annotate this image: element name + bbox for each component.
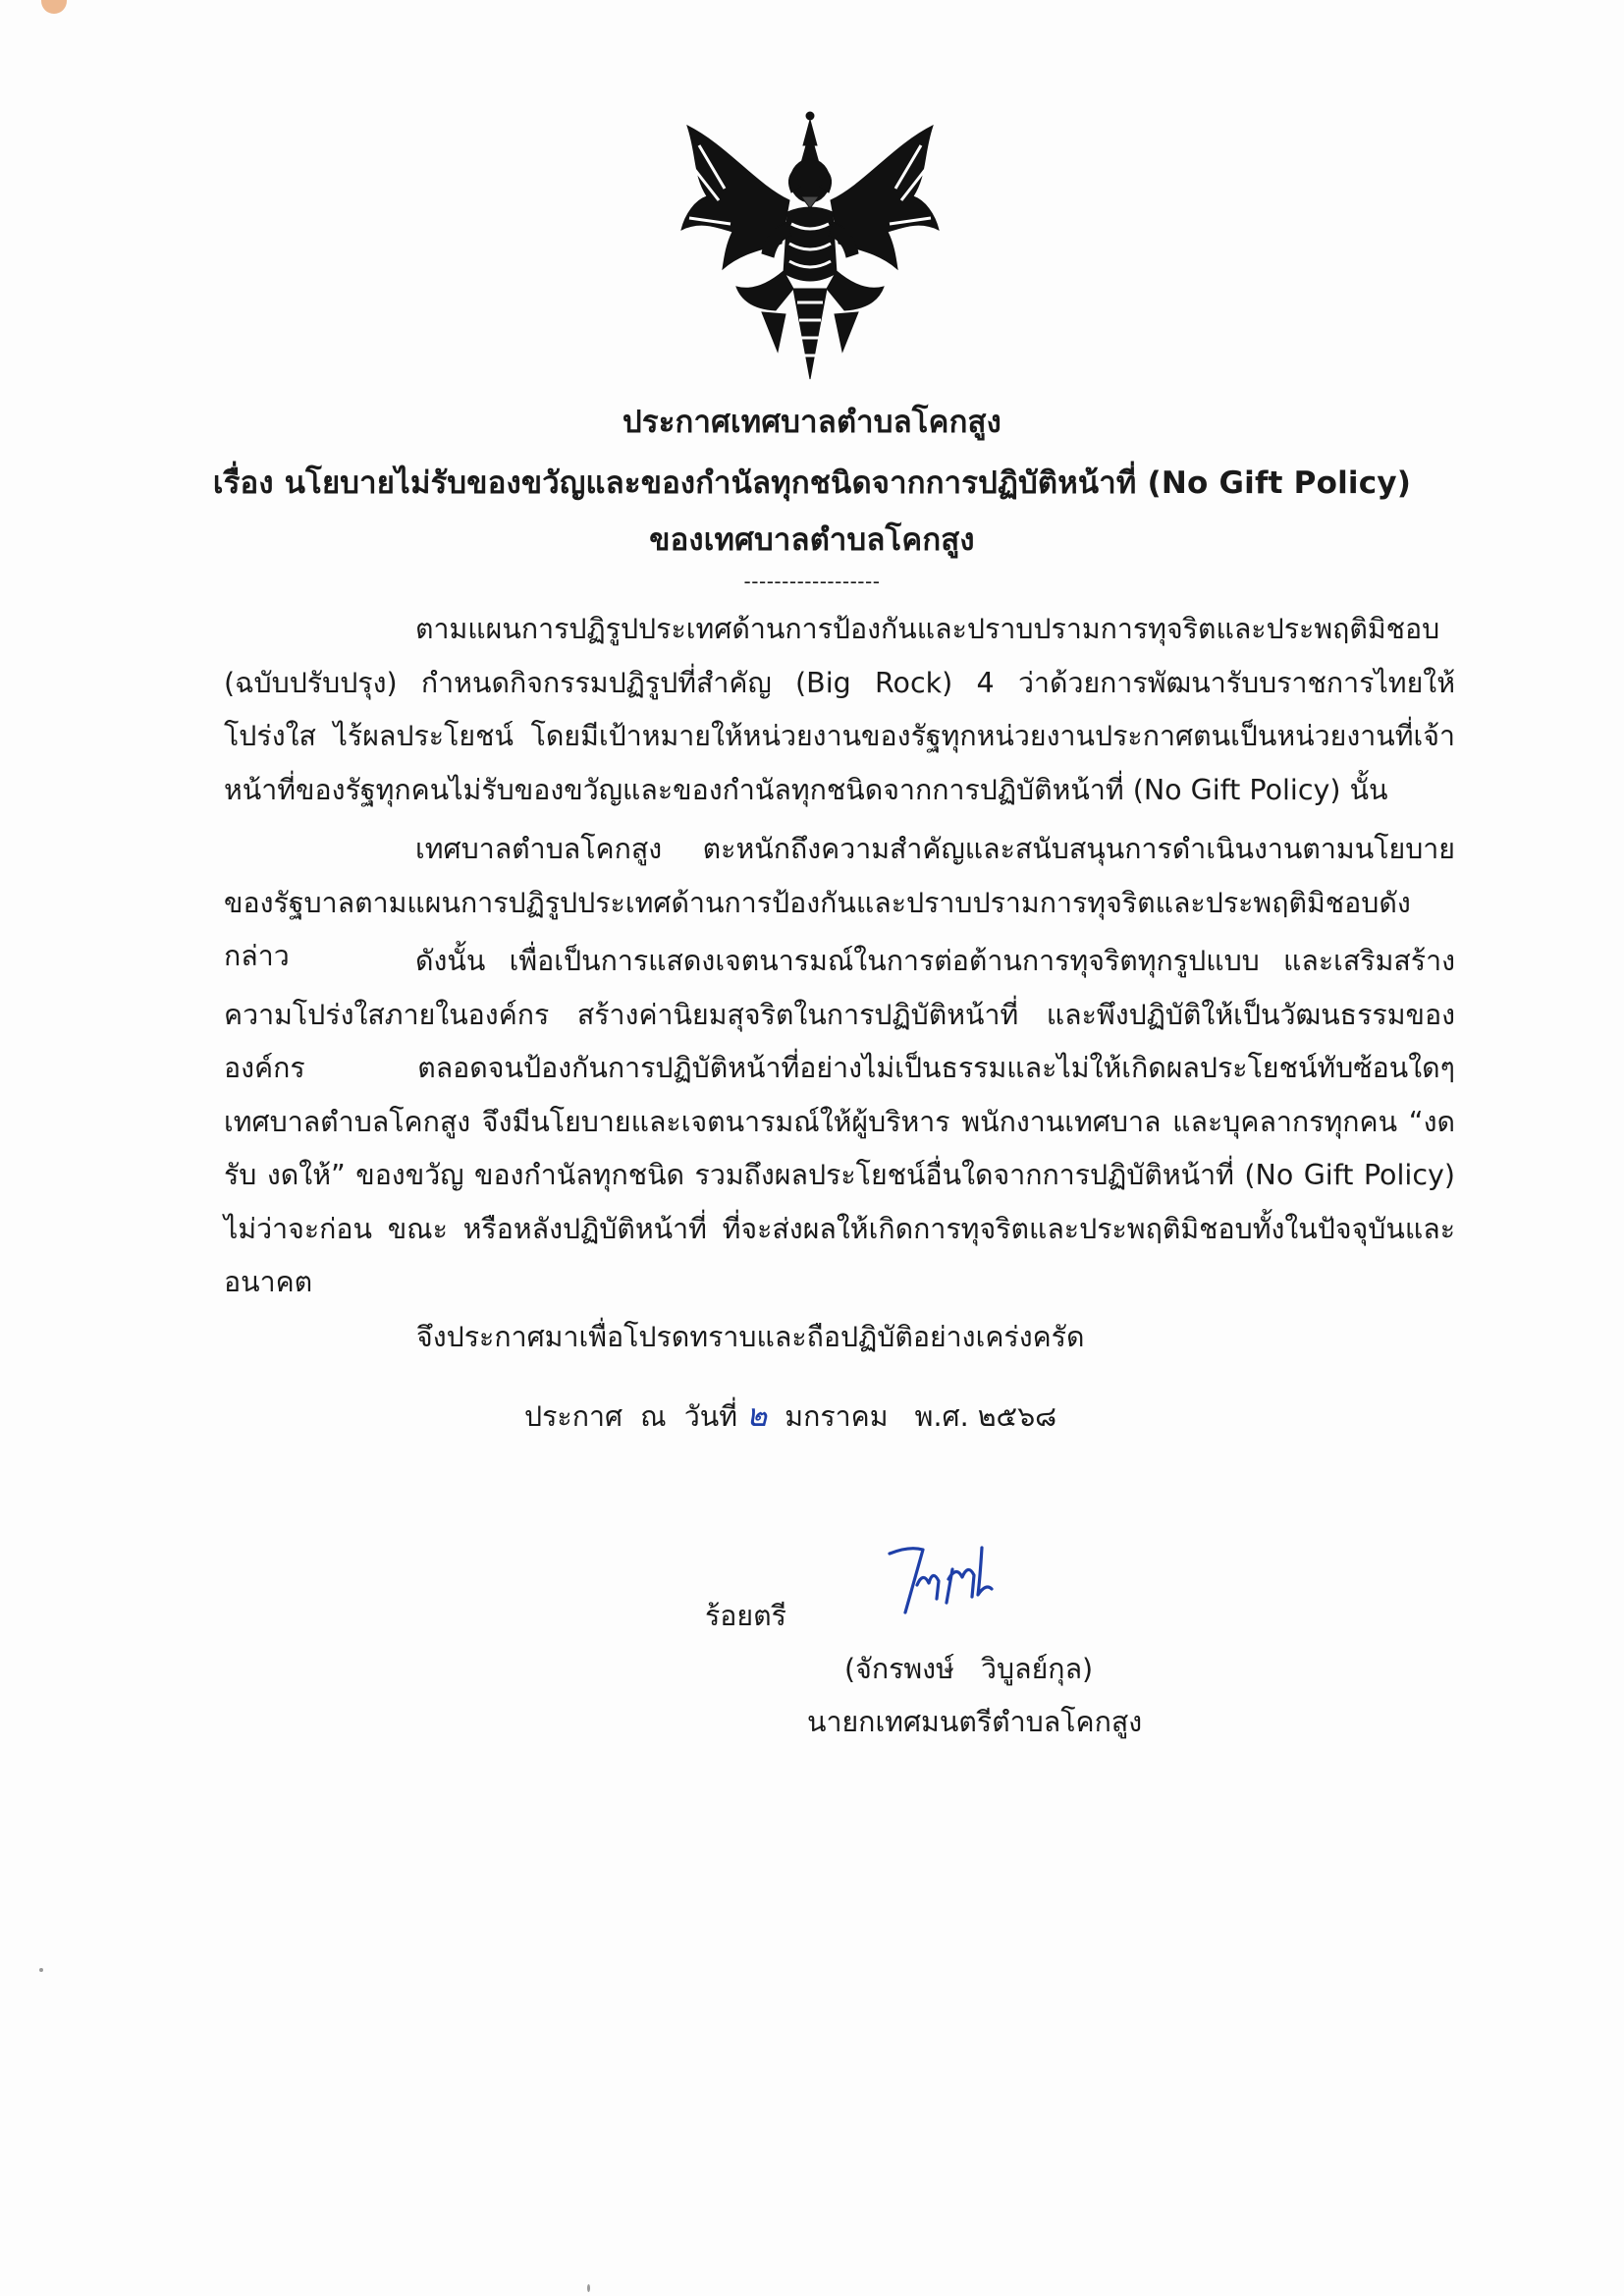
date-day-handwritten: ๒: [746, 1396, 768, 1434]
heading-separator: ------------------: [743, 570, 881, 593]
organization-line: ของเทศบาลตำบลโคกสูง: [649, 522, 975, 558]
scan-speck: [39, 1968, 43, 1972]
announcement-title: ประกาศเทศบาลตำบลโคกสูง: [622, 405, 1002, 440]
announcement-date: [524, 1391, 1056, 1441]
subject-line: เรื่อง นโยบายไม่รับของขวัญและของกำนัลทุกชนิดจากการปฏิบัติหน้าที่ (No Gift Policy): [212, 465, 1412, 501]
date-prefix: ประกาศ ณ วันที่: [524, 1400, 747, 1433]
paper-stain: [41, 0, 67, 14]
signer-rank: ร้อยตรี: [705, 1600, 786, 1632]
scan-speck: [587, 2284, 590, 2292]
garuda-emblem-icon: [668, 106, 952, 391]
date-suffix: มกราคม พ.ศ. ๒๕๖๘: [767, 1400, 1057, 1433]
paragraph-reform-plan: ตามแผนการปฏิรูปประเทศด้านการป้องกันและปราบปรามการทุจริตและประพฤติมิชอบ (ฉบับปรับปรุง) กำหนดกิจกรรมปฏิรูปที่สำคัญ (Big Rock) 4 ว่าด้วยการพัฒนารับบราชการไทยให้โปร่งใส ไร้ผลประโยชน์ โดยมีเป้าหมายให้หน่วยงานของรัฐทุกหน่วยงานประกาศตนเป็นหน่วยงานที่เจ้าหน้าที่ของรัฐทุกคนไม่รับของขวัญและของกำนัลทุกชนิดจากการปฏิบัติหน้าที่ (No Gift Policy) นั้น: [224, 613, 1455, 806]
paragraph-policy: ดังนั้น เพื่อเป็นการแสดงเจตนารมณ์ในการต่อต้านการทุจริตทุกรูปแบบ และเสริมสร้างความโปร่งใสภายในองค์กร สร้างค่านิยมสุจริตในการปฏิบัติหน้าที่ และพึงปฏิบัติให้เป็นวัฒนธรรมขององค์กร ตลอดจนป้องกันการปฏิบัติหน้าที่อย่างไม่เป็นธรรมและไม่ให้เกิดผลประโยชน์ทับซ้อนใดๆ เทศบาลตำบลโคกสูง จึงมีนโยบายและเจตนารมณ์ให้ผู้บริหาร พนักงานเทศบาล และบุคลากรทุกคน “งดรับ งดให้” ของขวัญ ของกำนัลทุกชนิด รวมถึงผลประโยชน์อื่นใดจากการปฏิบัติหน้าที่ (No Gift Policy) ไม่ว่าจะก่อน ขณะ หรือหลังปฏิบัติหน้าที่ ที่จะส่งผลให้เกิดการทุจริตและประพฤติมิชอบทั้งในปัจจุบันและอนาคต: [224, 945, 1455, 1298]
signer-name: (จักรพงษ์ วิบูลย์กุล): [844, 1653, 1094, 1685]
paragraph-support: เทศบาลตำบลโคกสูง ตะหนักถึงความสำคัญและสนับสนุนการดำเนินงานตามนโยบายของรัฐบาลตามแผนการปฏิรูปประเทศด้านการป้องกันและปราบปรามการทุจริตและประพฤติมิชอบดังกล่าว: [224, 833, 1455, 972]
handwritten-signature-icon: [884, 1540, 1021, 1620]
closing-statement: จึงประกาศมาเพื่อโปรดทราบและถือปฏิบัติอย่างเคร่งครัด: [416, 1321, 1085, 1353]
signer-position: นายกเทศมนตรีตำบลโคกสูง: [807, 1706, 1143, 1738]
